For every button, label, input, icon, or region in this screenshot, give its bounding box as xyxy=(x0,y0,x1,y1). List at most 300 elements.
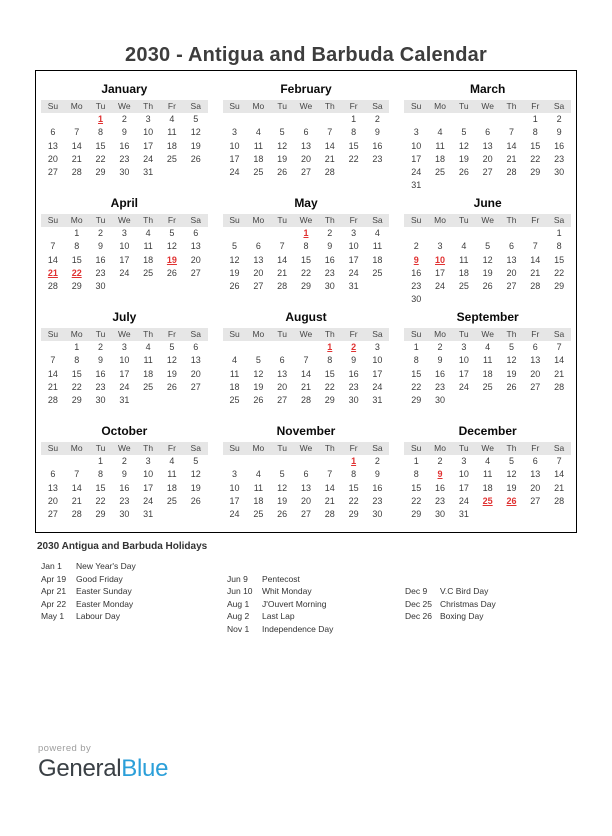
day-cell: 26 xyxy=(277,508,288,519)
month-november xyxy=(223,420,390,533)
weekday-header: We xyxy=(481,329,494,339)
day-cell: 6 xyxy=(50,469,56,480)
day-cell: 15 xyxy=(348,140,359,151)
day-cell: 9 xyxy=(437,355,443,366)
weekday-header-row xyxy=(41,100,208,113)
day-cell: 17 xyxy=(411,153,422,164)
day-cell: 23 xyxy=(372,495,383,506)
holiday-name: Pentecost xyxy=(262,573,300,584)
day-cell: 5 xyxy=(508,456,514,467)
weekday-header: Th xyxy=(324,101,335,111)
week-row xyxy=(404,267,571,280)
day-cell: 23 xyxy=(372,153,383,164)
weekday-header: Tu xyxy=(95,215,106,225)
day-cell: 14 xyxy=(47,368,58,379)
day-cell: 9 xyxy=(374,127,380,138)
day-cell xyxy=(452,293,476,306)
day-cell: 8 xyxy=(413,469,419,480)
day-cell: 10 xyxy=(348,241,359,252)
day-cell: 25 xyxy=(143,381,154,392)
week-row xyxy=(404,179,571,192)
day-cell: 19 xyxy=(482,267,493,278)
day-cell: 24 xyxy=(458,381,469,392)
holiday-entry xyxy=(223,574,401,587)
day-cell: 26 xyxy=(190,495,201,506)
weekday-header-row xyxy=(404,100,571,113)
day-cell: 23 xyxy=(348,381,359,392)
day-cell: 22 xyxy=(71,381,82,392)
weekday-header: Fr xyxy=(349,215,358,225)
day-cell: 31 xyxy=(119,394,130,405)
holiday-entry xyxy=(223,611,401,624)
day-cell: 28 xyxy=(530,280,541,291)
day-cell: 3 xyxy=(437,241,443,252)
weekday-header: Su xyxy=(229,101,240,111)
holiday-empty-cell xyxy=(401,574,612,587)
day-cell: 18 xyxy=(458,267,469,278)
day-cell: 2 xyxy=(121,456,127,467)
day-cell: 8 xyxy=(98,469,104,480)
day-cell: 20 xyxy=(47,153,58,164)
week-row xyxy=(41,482,208,495)
holiday-entry xyxy=(37,574,223,587)
day-cell: 28 xyxy=(324,508,335,519)
day-cell: 6 xyxy=(193,228,199,239)
holiday-entry xyxy=(37,561,223,574)
day-cell: 3 xyxy=(232,469,238,480)
holiday-empty-cell xyxy=(401,624,612,637)
day-cell xyxy=(523,394,547,407)
day-cell xyxy=(523,508,547,521)
weekday-header: Mo xyxy=(434,443,446,453)
day-cell: 20 xyxy=(190,368,201,379)
holiday-day-cell: 21 xyxy=(47,267,58,278)
week-row xyxy=(223,267,390,280)
day-cell: 22 xyxy=(300,267,311,278)
day-cell xyxy=(428,227,452,240)
weekday-header: We xyxy=(299,101,313,111)
weekday-header: We xyxy=(481,443,494,453)
day-cell: 19 xyxy=(229,267,240,278)
day-cell: 16 xyxy=(411,267,422,278)
holiday-day-cell: 1 xyxy=(303,228,309,239)
week-row xyxy=(404,341,571,354)
day-cell: 26 xyxy=(458,166,469,177)
day-cell: 15 xyxy=(71,254,82,265)
day-cell: 5 xyxy=(193,114,199,125)
week-row xyxy=(223,113,390,126)
weekday-header: Sa xyxy=(372,443,383,453)
day-cell xyxy=(366,166,390,179)
weekday-header: Mo xyxy=(434,329,446,339)
day-cell xyxy=(160,280,184,293)
day-cell: 9 xyxy=(374,469,380,480)
week-row xyxy=(41,280,208,293)
day-cell: 21 xyxy=(554,482,565,493)
month-title: August xyxy=(285,310,327,324)
day-cell: 12 xyxy=(506,355,517,366)
day-cell: 7 xyxy=(279,241,285,252)
day-cell xyxy=(404,113,428,126)
weekday-header: Mo xyxy=(252,329,265,339)
weekday-header: Mo xyxy=(434,215,446,225)
day-cell: 2 xyxy=(374,456,380,467)
holiday-entry xyxy=(37,599,223,612)
day-cell xyxy=(41,455,65,468)
holiday-name: Christmas Day xyxy=(440,598,496,609)
weekday-header: Fr xyxy=(349,101,358,111)
day-cell: 3 xyxy=(461,342,467,353)
day-cell: 9 xyxy=(121,127,127,138)
day-cell: 14 xyxy=(300,368,311,379)
weekday-header: Su xyxy=(47,215,59,225)
day-cell xyxy=(41,113,65,126)
day-cell: 5 xyxy=(279,127,285,138)
day-cell: 29 xyxy=(71,394,82,405)
weekday-header: Sa xyxy=(190,443,201,453)
day-cell: 13 xyxy=(47,482,58,493)
day-cell: 6 xyxy=(485,127,491,138)
day-cell: 24 xyxy=(411,166,422,177)
day-cell: 8 xyxy=(98,127,104,138)
day-cell: 23 xyxy=(119,495,130,506)
day-cell: 4 xyxy=(255,127,261,138)
day-cell: 7 xyxy=(74,469,80,480)
day-cell: 24 xyxy=(119,267,130,278)
day-cell: 20 xyxy=(506,267,517,278)
week-row xyxy=(404,113,571,126)
day-cell: 15 xyxy=(71,368,82,379)
week-row xyxy=(404,482,571,495)
day-cell: 4 xyxy=(169,114,175,125)
day-cell: 30 xyxy=(324,280,335,291)
day-cell: 16 xyxy=(119,482,130,493)
day-cell: 3 xyxy=(374,342,380,353)
holiday-day-cell: 9 xyxy=(437,469,443,480)
day-cell xyxy=(136,280,160,293)
day-cell: 1 xyxy=(74,342,80,353)
day-cell: 18 xyxy=(229,381,240,392)
day-cell: 25 xyxy=(166,153,177,164)
day-cell: 4 xyxy=(255,469,261,480)
day-cell: 8 xyxy=(74,355,80,366)
day-cell: 26 xyxy=(277,166,288,177)
weekday-header: Fr xyxy=(531,443,540,453)
day-cell: 12 xyxy=(229,254,240,265)
weekday-header: Th xyxy=(506,215,517,225)
day-cell xyxy=(452,227,476,240)
day-cell: 5 xyxy=(169,342,175,353)
day-cell: 27 xyxy=(253,280,264,291)
day-cell: 18 xyxy=(482,482,493,493)
day-cell: 10 xyxy=(372,355,383,366)
day-cell: 16 xyxy=(95,368,106,379)
day-cell xyxy=(246,455,270,468)
day-cell: 12 xyxy=(277,140,288,151)
day-cell: 27 xyxy=(300,508,311,519)
weekday-header: Sa xyxy=(553,329,565,339)
day-cell: 13 xyxy=(300,482,311,493)
weekday-header-row xyxy=(404,328,571,341)
holiday-name: Whit Monday xyxy=(262,586,312,596)
weekday-header: Sa xyxy=(190,329,201,339)
weekday-header: Sa xyxy=(553,101,565,111)
holiday-name: New Year's Day xyxy=(76,561,136,571)
holiday-date: Jun 10 xyxy=(227,586,253,596)
day-cell: 7 xyxy=(50,241,56,252)
holiday-day-cell: 9 xyxy=(413,254,419,265)
day-cell: 23 xyxy=(435,495,446,506)
week-row xyxy=(223,482,390,495)
day-cell: 5 xyxy=(279,469,285,480)
day-cell: 30 xyxy=(435,394,446,405)
day-cell xyxy=(223,227,247,240)
day-cell: 29 xyxy=(530,166,541,177)
day-cell: 28 xyxy=(47,280,58,291)
day-cell: 19 xyxy=(253,381,264,392)
weekday-header: Mo xyxy=(434,101,446,111)
month-title: March xyxy=(469,82,506,96)
day-cell: 11 xyxy=(435,140,445,151)
holiday-entry xyxy=(401,611,612,624)
day-cell: 7 xyxy=(303,355,309,366)
day-cell: 19 xyxy=(506,482,517,493)
day-cell xyxy=(476,394,500,407)
week-row xyxy=(41,166,208,179)
week-row xyxy=(223,254,390,267)
day-cell: 21 xyxy=(47,381,58,392)
day-cell: 4 xyxy=(145,228,151,239)
day-cell: 2 xyxy=(98,228,104,239)
day-cell: 29 xyxy=(71,280,82,291)
holiday-entry xyxy=(37,586,223,599)
day-cell: 11 xyxy=(253,482,264,493)
day-cell: 21 xyxy=(506,153,517,164)
day-cell: 20 xyxy=(190,254,201,265)
day-cell: 5 xyxy=(255,355,261,366)
day-cell: 29 xyxy=(554,280,565,291)
day-cell: 7 xyxy=(532,241,538,252)
day-cell: 6 xyxy=(303,469,309,480)
day-cell: 19 xyxy=(277,153,288,164)
holiday-date: Apr 22 xyxy=(41,598,67,609)
day-cell: 29 xyxy=(95,508,106,519)
day-cell: 13 xyxy=(253,254,264,265)
weekday-header-row xyxy=(223,214,390,227)
day-cell xyxy=(476,508,500,521)
day-cell: 23 xyxy=(324,267,335,278)
day-cell: 28 xyxy=(300,394,311,405)
weekday-header: Sa xyxy=(372,101,383,111)
day-cell: 27 xyxy=(530,495,541,506)
day-cell: 14 xyxy=(324,140,335,151)
day-cell: 18 xyxy=(482,368,493,379)
day-cell: 4 xyxy=(461,241,467,252)
day-cell: 29 xyxy=(411,508,422,519)
day-cell: 14 xyxy=(554,355,565,366)
page-title: 2030 - Antigua and Barbuda Calendar xyxy=(125,44,487,66)
day-cell xyxy=(523,179,547,192)
day-cell: 24 xyxy=(229,166,240,177)
day-cell: 19 xyxy=(277,495,288,506)
day-cell: 26 xyxy=(166,267,177,278)
week-row xyxy=(404,368,571,381)
week-row xyxy=(223,341,390,354)
weekday-header: Th xyxy=(143,101,154,111)
day-cell: 16 xyxy=(554,140,565,151)
day-cell: 5 xyxy=(485,241,491,252)
day-cell: 5 xyxy=(461,127,467,138)
weekday-header-row xyxy=(404,442,571,455)
day-cell: 29 xyxy=(348,508,359,519)
day-cell xyxy=(428,179,452,192)
weekday-header: Mo xyxy=(252,215,265,225)
week-row xyxy=(41,368,208,381)
day-cell xyxy=(523,227,547,240)
day-cell: 19 xyxy=(166,368,177,379)
day-cell: 29 xyxy=(324,394,335,405)
day-cell: 3 xyxy=(413,127,419,138)
day-cell: 8 xyxy=(532,127,538,138)
day-cell: 17 xyxy=(143,140,154,151)
weekday-header: Sa xyxy=(190,101,201,111)
weekday-header: Su xyxy=(411,215,422,225)
day-cell xyxy=(547,508,571,521)
day-cell: 10 xyxy=(229,140,240,151)
holiday-name: Easter Sunday xyxy=(76,586,132,596)
day-cell: 26 xyxy=(482,280,493,291)
weekday-header: Fr xyxy=(531,215,540,225)
day-cell: 24 xyxy=(119,381,130,392)
weekday-header: Mo xyxy=(252,101,265,111)
day-cell: 1 xyxy=(413,456,419,467)
day-cell: 30 xyxy=(95,394,106,405)
weekday-header-row xyxy=(41,214,208,227)
day-cell: 28 xyxy=(71,508,82,519)
day-cell xyxy=(476,227,500,240)
day-cell: 14 xyxy=(277,254,288,265)
weekday-header: Fr xyxy=(349,443,358,453)
day-cell xyxy=(184,280,208,293)
day-cell: 11 xyxy=(167,127,177,138)
months-grid xyxy=(41,78,571,533)
day-cell: 12 xyxy=(253,368,264,379)
weekday-header: Sa xyxy=(190,215,201,225)
day-cell xyxy=(160,394,184,407)
weekday-header: Fr xyxy=(167,329,176,339)
holiday-date: Dec 26 xyxy=(405,611,432,621)
day-cell: 22 xyxy=(95,495,106,506)
day-cell: 5 xyxy=(193,456,199,467)
day-cell: 26 xyxy=(190,153,201,164)
day-cell: 11 xyxy=(482,355,493,366)
day-cell: 12 xyxy=(166,355,177,366)
holiday-day-cell: 26 xyxy=(506,495,517,506)
day-cell: 16 xyxy=(348,368,359,379)
day-cell: 3 xyxy=(232,127,238,138)
holiday-name: Easter Monday xyxy=(76,598,134,609)
day-cell: 8 xyxy=(303,241,309,252)
day-cell: 9 xyxy=(98,241,104,252)
day-cell xyxy=(500,293,524,306)
weekday-header: Tu xyxy=(459,329,469,339)
day-cell xyxy=(270,227,294,240)
day-cell: 22 xyxy=(348,495,359,506)
day-cell: 25 xyxy=(458,280,469,291)
weekday-header: Su xyxy=(229,215,240,225)
day-cell: 7 xyxy=(327,127,333,138)
day-cell: 30 xyxy=(435,508,446,519)
holiday-name: Labour Day xyxy=(76,611,120,621)
weekday-header: Su xyxy=(229,443,240,453)
day-cell: 17 xyxy=(458,368,469,379)
day-cell: 18 xyxy=(253,495,264,506)
day-cell: 25 xyxy=(253,166,264,177)
weekday-header: Fr xyxy=(167,443,176,453)
day-cell xyxy=(112,280,136,293)
day-cell: 19 xyxy=(190,482,201,493)
day-cell: 11 xyxy=(482,469,493,480)
month-july xyxy=(41,306,208,420)
week-row xyxy=(41,113,208,126)
weekday-header: Th xyxy=(143,329,154,339)
day-cell: 29 xyxy=(411,394,422,405)
day-cell: 12 xyxy=(166,241,177,252)
week-row xyxy=(404,354,571,367)
day-cell: 18 xyxy=(435,153,446,164)
weekday-header: Fr xyxy=(531,101,540,111)
day-cell: 15 xyxy=(554,254,565,265)
day-cell xyxy=(41,341,65,354)
holiday-entry xyxy=(223,624,401,637)
week-row xyxy=(223,381,390,394)
page xyxy=(0,44,612,836)
day-cell xyxy=(65,455,89,468)
logo-blue: Blue xyxy=(121,755,169,782)
day-cell: 13 xyxy=(506,254,517,265)
weekday-header-row xyxy=(404,214,571,227)
day-cell: 6 xyxy=(255,241,261,252)
day-cell: 22 xyxy=(95,153,106,164)
day-cell: 17 xyxy=(435,267,446,278)
month-june xyxy=(404,192,571,306)
day-cell xyxy=(270,455,294,468)
day-cell xyxy=(136,394,160,407)
weekday-header: Mo xyxy=(252,443,265,453)
day-cell: 13 xyxy=(47,140,58,151)
day-cell: 6 xyxy=(50,127,56,138)
day-cell: 9 xyxy=(121,469,127,480)
week-row xyxy=(223,140,390,153)
weekday-header: Sa xyxy=(553,443,565,453)
week-row xyxy=(404,508,571,521)
day-cell: 2 xyxy=(98,342,104,353)
day-cell: 21 xyxy=(324,153,335,164)
holiday-day-cell: 19 xyxy=(166,254,177,265)
holiday-empty-cell xyxy=(401,561,612,574)
month-may xyxy=(223,192,390,306)
day-cell: 30 xyxy=(554,166,565,177)
day-cell: 4 xyxy=(169,456,175,467)
day-cell xyxy=(246,341,270,354)
holidays-title: 2030 Antigua and Barbuda Holidays xyxy=(37,541,208,552)
week-row xyxy=(223,394,390,407)
day-cell: 7 xyxy=(556,456,562,467)
day-cell: 22 xyxy=(348,153,359,164)
month-title: May xyxy=(294,196,318,210)
day-cell: 6 xyxy=(532,342,538,353)
day-cell: 20 xyxy=(300,495,311,506)
